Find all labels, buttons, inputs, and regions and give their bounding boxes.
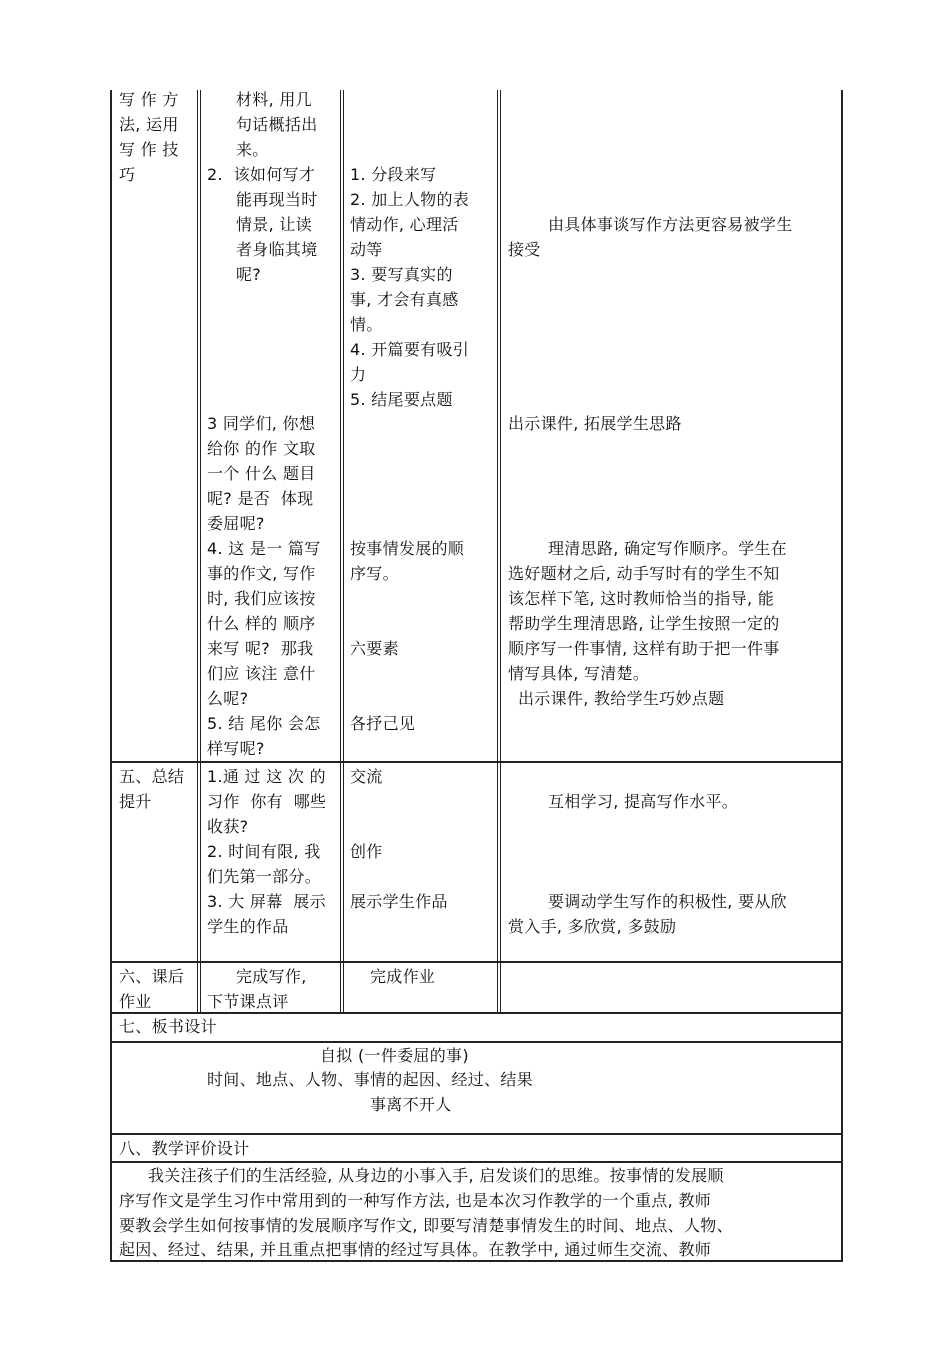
stage-text: 五、总结 xyxy=(119,767,185,786)
teacher-text: 呢? 是否 体现 xyxy=(207,489,314,508)
stage-text: 六、课后 xyxy=(119,967,185,986)
board-line-2: 时间、地点、人物、事情的起因、经过、结果 xyxy=(207,1070,534,1089)
teacher-text: 者身临其境 xyxy=(236,240,318,259)
student-text: 序写。 xyxy=(350,564,399,583)
teacher-text: 样写呢? xyxy=(207,739,265,758)
board-heading: 七、板书设计 xyxy=(119,1017,217,1036)
intent-text: 理清思路, 确定写作顺序。学生在 xyxy=(548,539,787,558)
evaluation-paragraph-line: 起因、经过、结果, 并且重点把事情的经过写具体。在教学中, 通过师生交流、教师 xyxy=(119,1240,712,1259)
student-text: 情。 xyxy=(350,315,383,334)
intent-text: 帮助学生理清思路, 让学生按照一定的 xyxy=(508,614,780,633)
student-text: 各抒己见 xyxy=(350,714,416,733)
student-text: 创作 xyxy=(350,842,383,861)
intent-text: 情写具体, 写清楚。 xyxy=(508,664,650,683)
intent-text: 顺序写一件事情, 这样有助于把一件事 xyxy=(508,639,780,658)
teacher-text: 3. 大 屏幕 展示 xyxy=(207,892,326,911)
teacher-text: 5. 结 尾你 会怎 xyxy=(207,714,321,733)
teacher-text: 呢? xyxy=(236,265,262,284)
student-text: 情动作, 心理活 xyxy=(350,215,459,234)
teacher-text: 事的作文, 写作 xyxy=(207,564,316,583)
teacher-text: 情景, 让读 xyxy=(236,215,312,234)
stage-text: 写 作 方 xyxy=(119,90,179,109)
teacher-text: 收获? xyxy=(207,817,249,836)
teacher-text: 一个 什么 题目 xyxy=(207,464,316,483)
stage-text: 写 作 技 xyxy=(119,140,179,159)
teacher-text: 时, 我们应该按 xyxy=(207,589,316,608)
teacher-text: 来写 呢? 那我 xyxy=(207,639,314,658)
column-divider-1 xyxy=(197,90,201,1013)
intent-text: 出示课件, 拓展学生思路 xyxy=(508,414,682,433)
student-text: 事, 才会有真感 xyxy=(350,290,459,309)
teacher-text: 2. 该如何写才 xyxy=(207,165,316,184)
teacher-text: 么呢? xyxy=(207,689,249,708)
teacher-text: 材料, 用几 xyxy=(236,90,312,109)
evaluation-heading: 八、教学评价设计 xyxy=(119,1139,250,1158)
intent-text: 要调动学生写作的积极性, 要从欣 xyxy=(548,892,787,911)
intent-text: 赏入手, 多欣赏, 多鼓励 xyxy=(508,917,677,936)
teacher-text: 来。 xyxy=(236,140,269,159)
student-text: 按事情发展的顺 xyxy=(350,539,465,558)
student-text: 5. 结尾要点题 xyxy=(350,390,453,409)
student-text: 动等 xyxy=(350,240,383,259)
evaluation-paragraph-line: 序写作文是学生习作中常用到的一种写作方法, 也是本次习作教学的一个重点, 教师 xyxy=(119,1191,712,1210)
intent-text: 接受 xyxy=(508,240,541,259)
student-text: 1. 分段来写 xyxy=(350,165,437,184)
row-divider-board-content xyxy=(110,1041,843,1043)
teacher-text: 3 同学们, 你想 xyxy=(207,414,316,433)
stage-text: 巧 xyxy=(119,165,136,184)
teacher-text: 2. 时间有限, 我 xyxy=(207,842,321,861)
student-text: 力 xyxy=(350,365,367,384)
teacher-text: 什么 样的 顺序 xyxy=(207,614,316,633)
evaluation-paragraph-line: 我关注孩子们的生活经验, 从身边的小事入手, 启发谈们的思维。按事情的发展顺 xyxy=(148,1166,724,1185)
teacher-text: 能再现当时 xyxy=(236,190,318,209)
row-divider-eval-heading xyxy=(110,1133,843,1135)
teacher-text: 下节课点评 xyxy=(207,992,289,1011)
teacher-text: 习作 你有 哪些 xyxy=(207,792,327,811)
column-divider-3 xyxy=(497,90,501,1013)
board-line-3: 事离不开人 xyxy=(370,1095,452,1114)
student-text: 4. 开篇要有吸引 xyxy=(350,340,470,359)
teacher-text: 完成写作, xyxy=(236,967,307,986)
teacher-text: 学生的作品 xyxy=(207,917,289,936)
student-text: 六要素 xyxy=(350,639,399,658)
student-text: 2. 加上人物的表 xyxy=(350,190,470,209)
intent-text: 选好题材之后, 动手写时有的学生不知 xyxy=(508,564,780,583)
top-edge xyxy=(110,90,112,92)
column-divider-2 xyxy=(340,90,344,1013)
intent-text: 由具体事谈写作方法更容易被学生 xyxy=(548,215,793,234)
student-text: 完成作业 xyxy=(370,967,436,986)
student-text: 3. 要写真实的 xyxy=(350,265,453,284)
teacher-text: 给你 的作 文取 xyxy=(207,439,316,458)
board-line-1: 自拟 (一件委屈的事) xyxy=(320,1046,469,1065)
intent-text: 出示课件, 教给学生巧妙点题 xyxy=(518,689,725,708)
teacher-text: 们先第一部分。 xyxy=(207,867,322,886)
evaluation-paragraph-line: 要教会学生如何按事情的发展顺序写作文, 即要写清楚事情发生的时间、地点、人物、 xyxy=(119,1216,733,1235)
teacher-text: 委屈呢? xyxy=(207,514,265,533)
teacher-text: 1.通 过 这 次 的 xyxy=(207,767,326,786)
stage-text: 法, 运用 xyxy=(119,115,179,134)
intent-text: 该怎样下笔, 这时教师恰当的指导, 能 xyxy=(508,589,775,608)
teacher-text: 4. 这 是一 篇写 xyxy=(207,539,321,558)
stage-text: 提升 xyxy=(119,792,152,811)
teacher-text: 们应 该注 意什 xyxy=(207,664,316,683)
intent-text: 互相学习, 提高写作水平。 xyxy=(548,792,739,811)
row-divider-homework xyxy=(110,961,843,963)
teacher-text: 句话概括出 xyxy=(236,115,318,134)
student-text: 展示学生作品 xyxy=(350,892,448,911)
stage-text: 作业 xyxy=(119,992,152,1011)
student-text: 交流 xyxy=(350,767,383,786)
